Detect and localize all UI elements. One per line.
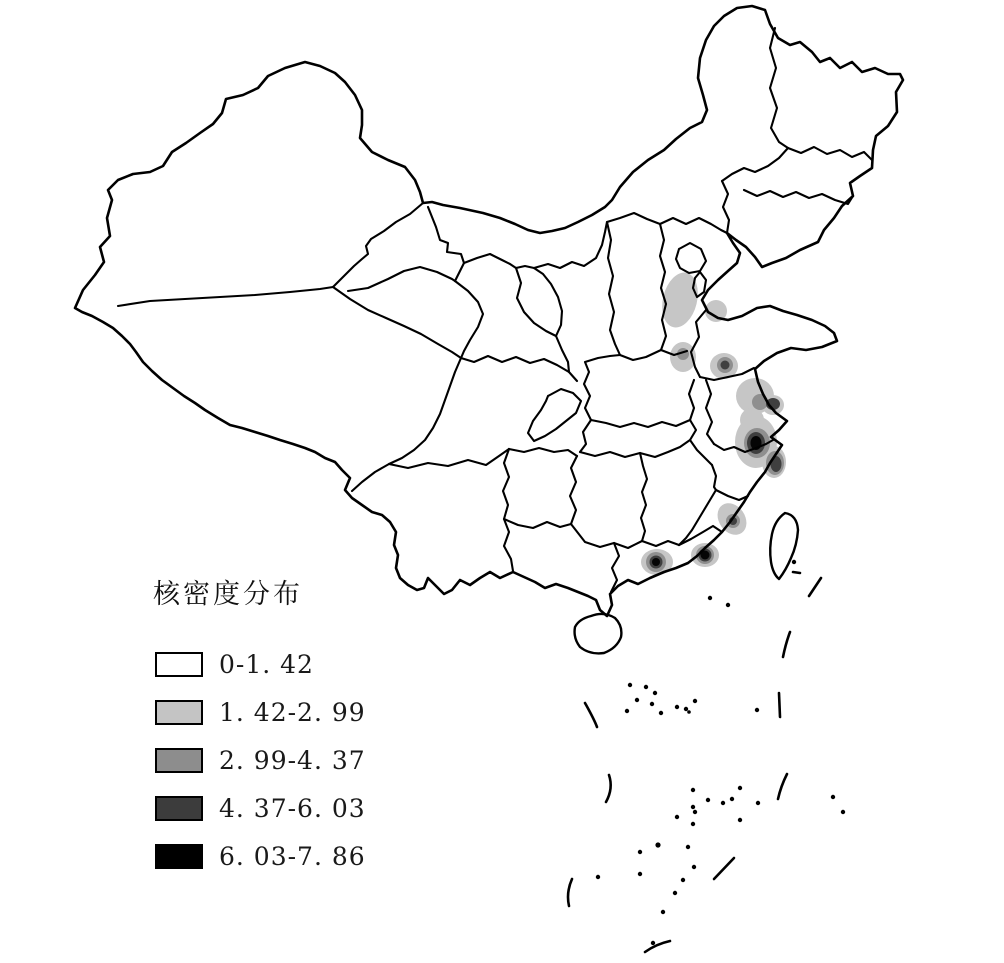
legend-label: 6. 03-7. 86 — [219, 841, 366, 871]
taiwan-island — [770, 513, 798, 579]
legend-row — [155, 832, 366, 880]
legend-swatch — [155, 748, 203, 773]
province-borders — [118, 28, 872, 592]
south-china-sea-island-dots — [596, 560, 845, 945]
china-national-outline — [75, 6, 903, 616]
legend-swatch — [155, 796, 203, 821]
legend-swatch — [155, 652, 203, 677]
legend-rows — [155, 640, 366, 880]
hainan-island — [575, 614, 622, 653]
legend-swatch — [155, 844, 203, 869]
legend-label: 4. 37-6. 03 — [219, 793, 366, 823]
nine-dash-line — [568, 572, 821, 952]
legend-title: 核密度分布 — [153, 579, 303, 610]
legend-label: 2. 99-4. 37 — [219, 745, 366, 775]
legend-row — [155, 784, 366, 832]
legend-label: 0-1. 42 — [219, 649, 314, 679]
legend-label: 1. 42-2. 99 — [219, 697, 366, 727]
legend-row — [155, 640, 366, 688]
legend-swatch — [155, 700, 203, 725]
legend-row — [155, 688, 366, 736]
legend-row — [155, 736, 366, 784]
legend — [153, 572, 366, 871]
